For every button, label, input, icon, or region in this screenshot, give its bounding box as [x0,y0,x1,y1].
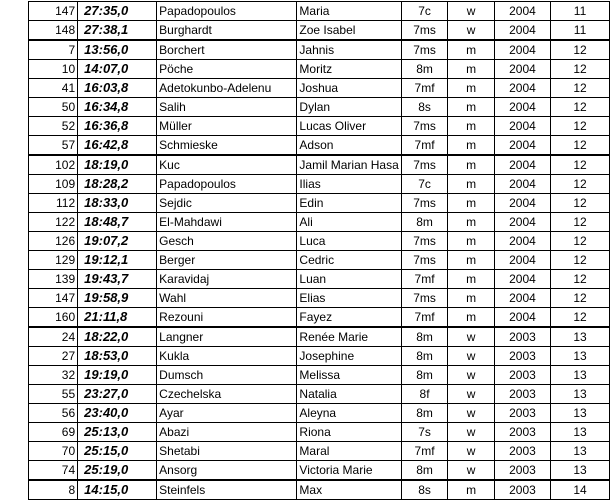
birth-year-cell[interactable]: 2003 [494,385,550,404]
class-cell[interactable]: 8m [401,60,448,79]
age-cell[interactable]: 11 [551,2,610,21]
first-name-cell[interactable]: Maria [297,2,401,21]
first-name-cell[interactable]: Adson [297,136,401,156]
time-cell[interactable]: 19:19,0 [78,366,157,385]
start-number-cell[interactable]: 126 [29,232,78,251]
sex-cell[interactable]: w [448,327,495,347]
first-name-cell[interactable]: Jamil Marian Hasa [297,155,401,175]
class-cell[interactable]: 7ms [401,155,448,175]
first-name-cell[interactable]: Cedric [297,251,401,270]
birth-year-cell[interactable]: 2004 [494,270,550,289]
time-cell[interactable]: 14:15,0 [78,480,157,500]
table-row[interactable] [29,136,610,156]
class-cell[interactable]: 7c [401,2,448,21]
age-cell[interactable]: 12 [551,175,610,194]
time-cell[interactable]: 25:15,0 [78,442,157,461]
sex-cell[interactable]: m [448,251,495,270]
table-row[interactable] [29,423,610,442]
sex-cell[interactable]: m [448,270,495,289]
first-name-cell[interactable]: Natalia [297,385,401,404]
class-cell[interactable]: 8m [401,347,448,366]
birth-year-cell[interactable]: 2004 [494,2,550,21]
table-row[interactable] [29,117,610,136]
sex-cell[interactable]: w [448,461,495,481]
sex-cell[interactable]: m [448,175,495,194]
sex-cell[interactable]: w [448,385,495,404]
start-number-cell[interactable]: 160 [29,308,78,328]
table-row[interactable] [29,480,610,500]
sex-cell[interactable]: m [448,40,495,60]
class-cell[interactable]: 8s [401,480,448,500]
last-name-cell[interactable]: Dumsch [157,366,297,385]
time-cell[interactable]: 27:35,0 [78,2,157,21]
age-cell[interactable]: 12 [551,79,610,98]
age-cell[interactable]: 12 [551,60,610,79]
sex-cell[interactable]: m [448,232,495,251]
class-cell[interactable]: 7ms [401,40,448,60]
last-name-cell[interactable]: Papadopoulos [157,2,297,21]
age-cell[interactable]: 14 [551,480,610,500]
start-number-cell[interactable]: 32 [29,366,78,385]
table-row[interactable] [29,155,610,175]
time-cell[interactable]: 27:38,1 [78,21,157,41]
start-number-cell[interactable]: 129 [29,251,78,270]
start-number-cell[interactable]: 109 [29,175,78,194]
birth-year-cell[interactable]: 2004 [494,155,550,175]
birth-year-cell[interactable]: 2004 [494,21,550,41]
first-name-cell[interactable]: Victoria Marie [297,461,401,481]
last-name-cell[interactable]: Abazi [157,423,297,442]
time-cell[interactable]: 19:43,7 [78,270,157,289]
table-row[interactable] [29,21,610,41]
age-cell[interactable]: 13 [551,442,610,461]
birth-year-cell[interactable]: 2004 [494,251,550,270]
time-cell[interactable]: 16:03,8 [78,79,157,98]
class-cell[interactable]: 7ms [401,251,448,270]
birth-year-cell[interactable]: 2004 [494,98,550,117]
last-name-cell[interactable]: Burghardt [157,21,297,41]
birth-year-cell[interactable]: 2004 [494,40,550,60]
age-cell[interactable]: 12 [551,98,610,117]
sex-cell[interactable]: w [448,366,495,385]
table-row[interactable] [29,60,610,79]
start-number-cell[interactable]: 69 [29,423,78,442]
birth-year-cell[interactable]: 2003 [494,480,550,500]
birth-year-cell[interactable]: 2003 [494,461,550,481]
table-row[interactable] [29,270,610,289]
birth-year-cell[interactable]: 2004 [494,308,550,328]
class-cell[interactable]: 8s [401,98,448,117]
birth-year-cell[interactable]: 2004 [494,79,550,98]
class-cell[interactable]: 8m [401,327,448,347]
first-name-cell[interactable]: Josephine [297,347,401,366]
start-number-cell[interactable]: 55 [29,385,78,404]
class-cell[interactable]: 8m [401,213,448,232]
class-cell[interactable]: 8m [401,461,448,481]
table-row[interactable] [29,461,610,481]
sex-cell[interactable]: w [448,347,495,366]
first-name-cell[interactable]: Maral [297,442,401,461]
last-name-cell[interactable]: Adetokunbo-Adelenu [157,79,297,98]
time-cell[interactable]: 19:12,1 [78,251,157,270]
sex-cell[interactable]: m [448,79,495,98]
last-name-cell[interactable]: Sejdic [157,194,297,213]
class-cell[interactable]: 7mf [401,79,448,98]
time-cell[interactable]: 25:19,0 [78,461,157,481]
time-cell[interactable]: 18:28,2 [78,175,157,194]
birth-year-cell[interactable]: 2004 [494,175,550,194]
sex-cell[interactable]: m [448,480,495,500]
time-cell[interactable]: 13:56,0 [78,40,157,60]
table-row[interactable] [29,232,610,251]
first-name-cell[interactable]: Melissa [297,366,401,385]
first-name-cell[interactable]: Luca [297,232,401,251]
start-number-cell[interactable]: 147 [29,2,78,21]
last-name-cell[interactable]: Wahl [157,289,297,308]
age-cell[interactable]: 13 [551,423,610,442]
table-row[interactable] [29,98,610,117]
table-row[interactable] [29,213,610,232]
table-row[interactable] [29,2,610,21]
sex-cell[interactable]: m [448,60,495,79]
last-name-cell[interactable]: Schmieske [157,136,297,156]
start-number-cell[interactable]: 7 [29,40,78,60]
time-cell[interactable]: 16:42,8 [78,136,157,156]
class-cell[interactable]: 8m [401,404,448,423]
birth-year-cell[interactable]: 2003 [494,366,550,385]
time-cell[interactable]: 18:19,0 [78,155,157,175]
sex-cell[interactable]: w [448,442,495,461]
first-name-cell[interactable]: Moritz [297,60,401,79]
class-cell[interactable]: 7s [401,423,448,442]
table-row[interactable] [29,289,610,308]
start-number-cell[interactable]: 27 [29,347,78,366]
time-cell[interactable]: 18:48,7 [78,213,157,232]
last-name-cell[interactable]: Steinfels [157,480,297,500]
start-number-cell[interactable]: 10 [29,60,78,79]
first-name-cell[interactable]: Fayez [297,308,401,328]
time-cell[interactable]: 14:07,0 [78,60,157,79]
last-name-cell[interactable]: El-Mahdawi [157,213,297,232]
age-cell[interactable]: 12 [551,194,610,213]
birth-year-cell[interactable]: 2003 [494,423,550,442]
time-cell[interactable]: 23:27,0 [78,385,157,404]
last-name-cell[interactable]: Müller [157,117,297,136]
first-name-cell[interactable]: Aleyna [297,404,401,423]
age-cell[interactable]: 12 [551,251,610,270]
first-name-cell[interactable]: Max [297,480,401,500]
age-cell[interactable]: 12 [551,213,610,232]
sex-cell[interactable]: m [448,213,495,232]
sex-cell[interactable]: m [448,136,495,156]
last-name-cell[interactable]: Salih [157,98,297,117]
last-name-cell[interactable]: Borchert [157,40,297,60]
table-row[interactable] [29,251,610,270]
class-cell[interactable]: 7ms [401,117,448,136]
table-row[interactable] [29,327,610,347]
last-name-cell[interactable]: Ansorg [157,461,297,481]
sex-cell[interactable]: m [448,308,495,328]
sex-cell[interactable]: m [448,289,495,308]
sex-cell[interactable]: w [448,2,495,21]
time-cell[interactable]: 19:07,2 [78,232,157,251]
table-row[interactable] [29,194,610,213]
class-cell[interactable]: 7ms [401,194,448,213]
sex-cell[interactable]: w [448,404,495,423]
start-number-cell[interactable]: 70 [29,442,78,461]
birth-year-cell[interactable]: 2004 [494,194,550,213]
time-cell[interactable]: 18:33,0 [78,194,157,213]
time-cell[interactable]: 18:53,0 [78,347,157,366]
age-cell[interactable]: 12 [551,117,610,136]
last-name-cell[interactable]: Gesch [157,232,297,251]
table-row[interactable] [29,175,610,194]
start-number-cell[interactable]: 139 [29,270,78,289]
start-number-cell[interactable]: 8 [29,480,78,500]
birth-year-cell[interactable]: 2004 [494,289,550,308]
time-cell[interactable]: 23:40,0 [78,404,157,423]
class-cell[interactable]: 7ms [401,289,448,308]
start-number-cell[interactable]: 24 [29,327,78,347]
table-row[interactable] [29,404,610,423]
class-cell[interactable]: 8m [401,366,448,385]
class-cell[interactable]: 7ms [401,232,448,251]
age-cell[interactable]: 13 [551,327,610,347]
table-row[interactable] [29,347,610,366]
sex-cell[interactable]: m [448,155,495,175]
birth-year-cell[interactable]: 2004 [494,136,550,156]
first-name-cell[interactable]: Dylan [297,98,401,117]
age-cell[interactable]: 12 [551,232,610,251]
first-name-cell[interactable]: Lucas Oliver [297,117,401,136]
first-name-cell[interactable]: Elias [297,289,401,308]
age-cell[interactable]: 13 [551,404,610,423]
start-number-cell[interactable]: 122 [29,213,78,232]
last-name-cell[interactable]: Rezouni [157,308,297,328]
last-name-cell[interactable]: Berger [157,251,297,270]
age-cell[interactable]: 12 [551,270,610,289]
sex-cell[interactable]: w [448,21,495,41]
time-cell[interactable]: 25:13,0 [78,423,157,442]
table-row[interactable] [29,366,610,385]
birth-year-cell[interactable]: 2003 [494,347,550,366]
sex-cell[interactable]: m [448,117,495,136]
time-cell[interactable]: 21:11,8 [78,308,157,328]
last-name-cell[interactable]: Papadopoulos [157,175,297,194]
age-cell[interactable]: 12 [551,40,610,60]
table-row[interactable] [29,385,610,404]
start-number-cell[interactable]: 57 [29,136,78,156]
results-table-body [29,2,610,500]
table-row[interactable] [29,40,610,60]
age-cell[interactable]: 11 [551,21,610,41]
birth-year-cell[interactable]: 2003 [494,327,550,347]
birth-year-cell[interactable]: 2004 [494,232,550,251]
first-name-cell[interactable]: Ilias [297,175,401,194]
start-number-cell[interactable]: 52 [29,117,78,136]
last-name-cell[interactable]: Karavidaj [157,270,297,289]
start-number-cell[interactable]: 148 [29,21,78,41]
class-cell[interactable]: 7mf [401,270,448,289]
last-name-cell[interactable]: Kuc [157,155,297,175]
sex-cell[interactable]: m [448,194,495,213]
time-cell[interactable]: 16:36,8 [78,117,157,136]
age-cell[interactable]: 13 [551,347,610,366]
class-cell[interactable]: 8f [401,385,448,404]
table-row[interactable] [29,308,610,328]
table-row[interactable] [29,79,610,98]
birth-year-cell[interactable]: 2004 [494,117,550,136]
start-number-cell[interactable]: 41 [29,79,78,98]
age-cell[interactable]: 12 [551,155,610,175]
sex-cell[interactable]: m [448,98,495,117]
class-cell[interactable]: 7mf [401,136,448,156]
start-number-cell[interactable]: 112 [29,194,78,213]
last-name-cell[interactable]: Ayar [157,404,297,423]
last-name-cell[interactable]: Kukla [157,347,297,366]
birth-year-cell[interactable]: 2004 [494,60,550,79]
birth-year-cell[interactable]: 2004 [494,213,550,232]
birth-year-cell[interactable]: 2003 [494,404,550,423]
first-name-cell[interactable]: Ali [297,213,401,232]
first-name-cell[interactable]: Zoe Isabel [297,21,401,41]
class-cell[interactable]: 7ms [401,21,448,41]
time-cell[interactable]: 18:22,0 [78,327,157,347]
first-name-cell[interactable]: Riona [297,423,401,442]
age-cell[interactable]: 12 [551,308,610,328]
start-number-cell[interactable]: 56 [29,404,78,423]
start-number-cell[interactable]: 74 [29,461,78,481]
start-number-cell[interactable]: 102 [29,155,78,175]
sex-cell[interactable]: w [448,423,495,442]
age-cell[interactable]: 13 [551,385,610,404]
birth-year-cell[interactable]: 2003 [494,442,550,461]
last-name-cell[interactable]: Shetabi [157,442,297,461]
first-name-cell[interactable]: Edin [297,194,401,213]
age-cell[interactable]: 13 [551,366,610,385]
age-cell[interactable]: 12 [551,289,610,308]
time-cell[interactable]: 16:34,8 [78,98,157,117]
last-name-cell[interactable]: Pöche [157,60,297,79]
first-name-cell[interactable]: Renée Marie [297,327,401,347]
last-name-cell[interactable]: Czechelska [157,385,297,404]
class-cell[interactable]: 7c [401,175,448,194]
table-row[interactable] [29,442,610,461]
time-cell[interactable]: 19:58,9 [78,289,157,308]
first-name-cell[interactable]: Joshua [297,79,401,98]
first-name-cell[interactable]: Jahnis [297,40,401,60]
last-name-cell[interactable]: Langner [157,327,297,347]
start-number-cell[interactable]: 50 [29,98,78,117]
class-cell[interactable]: 7mf [401,308,448,328]
class-cell[interactable]: 7mf [401,442,448,461]
results-table [28,1,610,500]
age-cell[interactable]: 12 [551,136,610,156]
start-number-cell[interactable]: 147 [29,289,78,308]
age-cell[interactable]: 13 [551,461,610,481]
first-name-cell[interactable]: Luan [297,270,401,289]
